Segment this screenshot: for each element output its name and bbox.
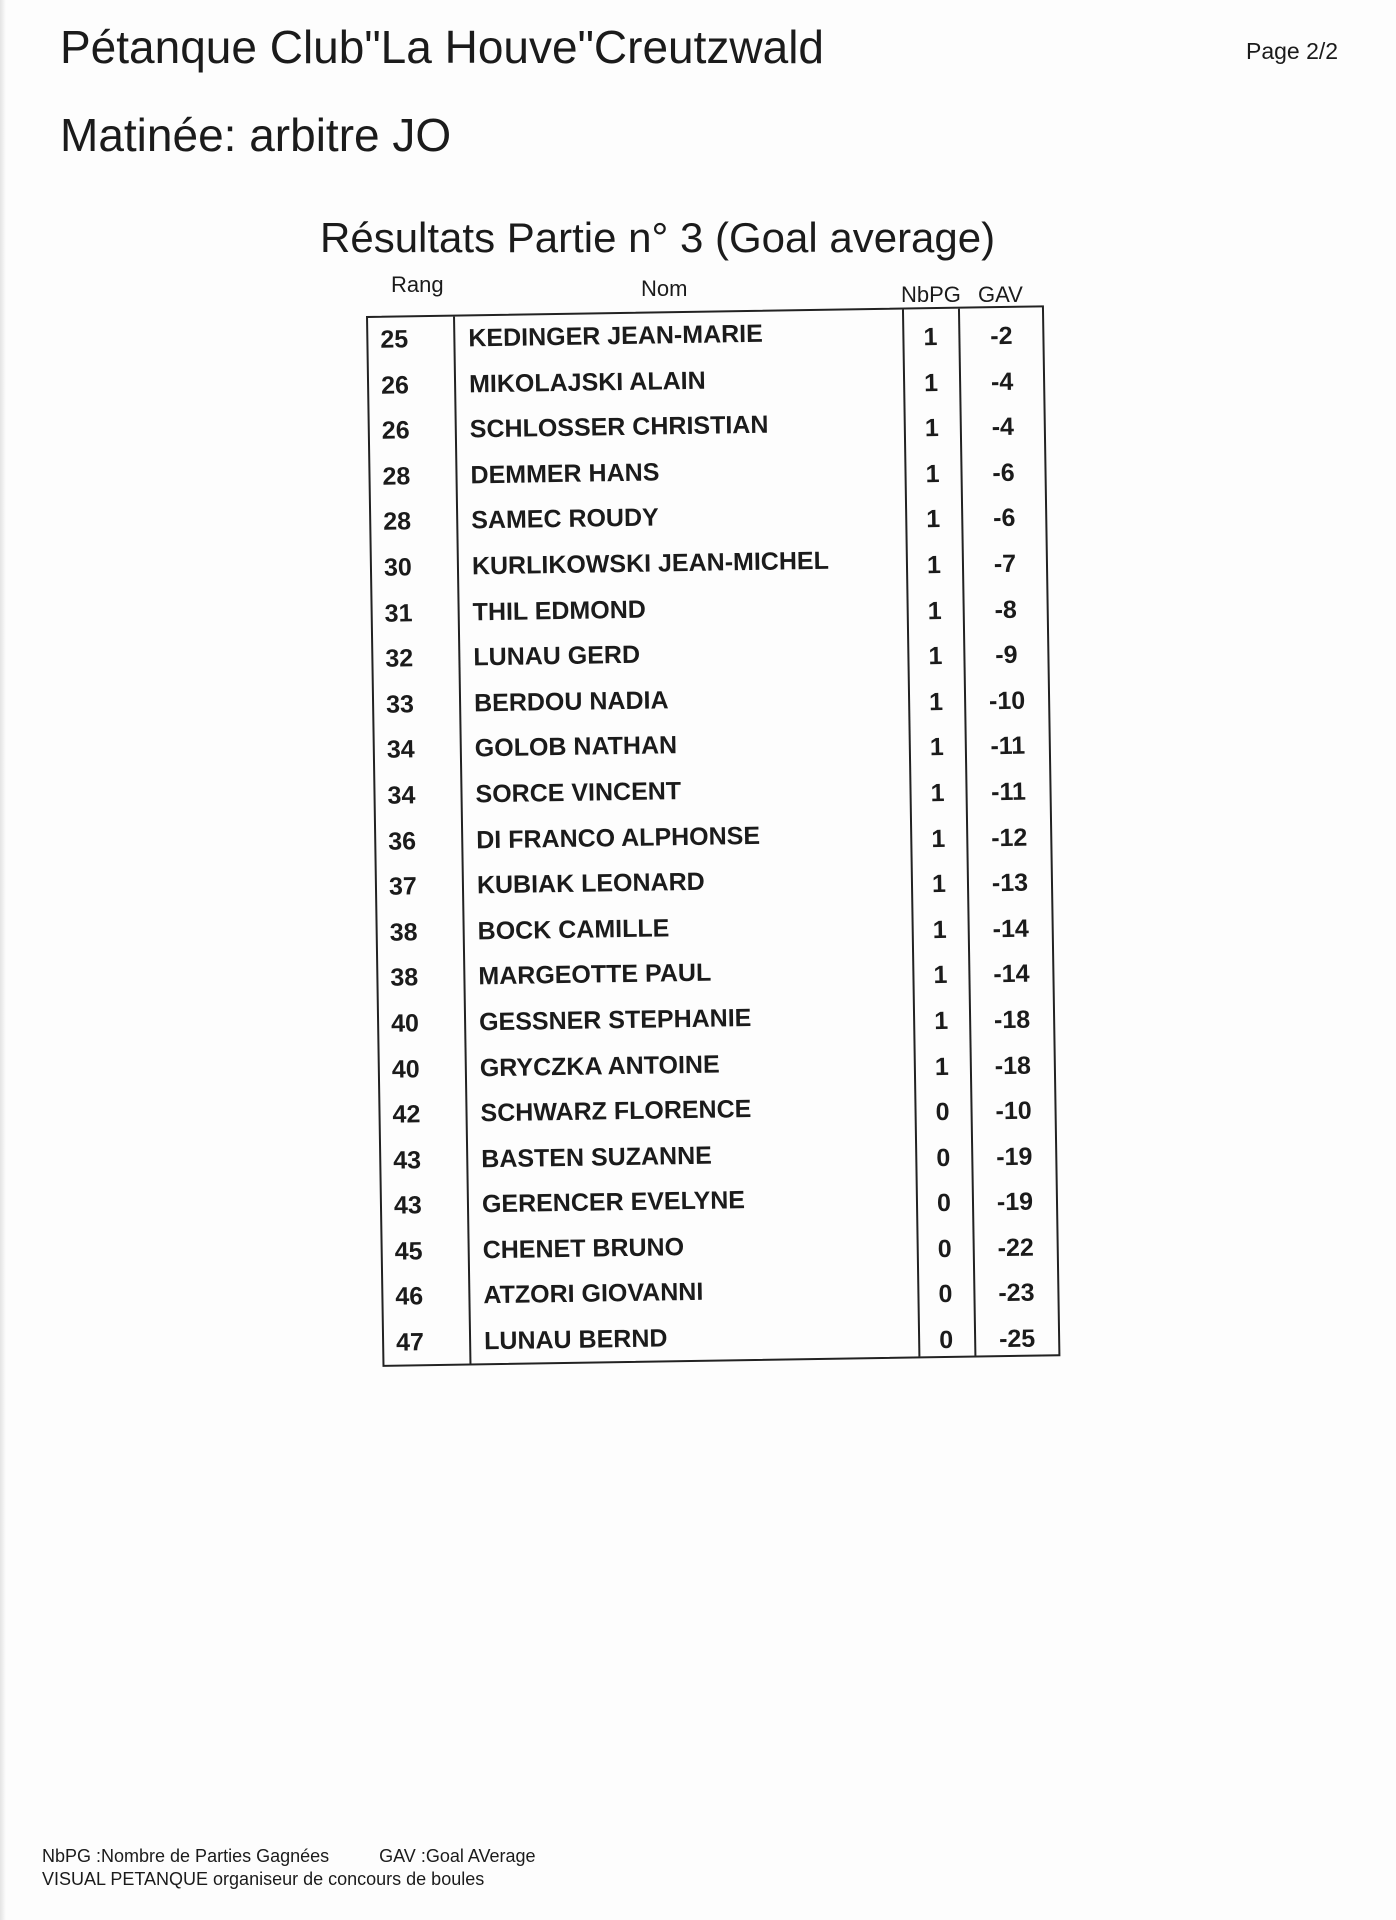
nbpg-cell: 1	[929, 733, 945, 762]
rank-cell: 25	[380, 325, 409, 354]
gav-cell: -13	[991, 868, 1029, 898]
rank-cell: 37	[388, 872, 417, 901]
nbpg-cell: 1	[926, 550, 942, 580]
nbpg-cell: 1	[934, 1052, 950, 1081]
name-cell: DI FRANCO ALPHONSE	[476, 821, 761, 854]
nbpg-cell: 1	[923, 323, 938, 352]
gav-cell: -18	[993, 1005, 1031, 1035]
rank-cell: 46	[395, 1282, 424, 1312]
name-cell: LUNAU GERD	[473, 640, 641, 672]
rank-cell: 40	[391, 1054, 420, 1084]
gav-cell: -12	[990, 823, 1028, 852]
page-number: Page 2/2	[1246, 38, 1339, 64]
nbpg-cell: 0	[935, 1098, 950, 1127]
gav-cell: -7	[993, 549, 1017, 579]
gav-cell: -8	[994, 595, 1018, 624]
legend-nbpg: NbPG :Nombre de Parties Gagnées	[42, 1846, 330, 1866]
name-cell: MIKOLAJSKI ALAIN	[468, 366, 706, 398]
column-header-rang: Rang	[391, 272, 444, 297]
rank-cell: 43	[393, 1191, 423, 1220]
nbpg-cell: 1	[933, 961, 948, 990]
name-cell: KURLIKOWSKI JEAN-MICHEL	[471, 546, 830, 581]
rank-cell: 38	[389, 917, 418, 947]
nbpg-cell: 1	[933, 1006, 949, 1036]
gav-cell: -18	[994, 1051, 1032, 1080]
rank-cell: 47	[395, 1328, 425, 1357]
name-cell: ATZORI GIOVANNI	[483, 1278, 704, 1310]
gav-cell: -19	[996, 1187, 1034, 1217]
rank-cell: 40	[390, 1009, 420, 1038]
name-cell: SORCE VINCENT	[475, 777, 682, 809]
footer-legend	[42, 1846, 536, 1867]
gav-cell: -11	[990, 732, 1026, 761]
name-cell: BOCK CAMILLE	[477, 914, 670, 946]
name-cell: MARGEOTTE PAUL	[478, 958, 712, 991]
name-cell: GRYCZKA ANTOINE	[479, 1050, 720, 1082]
table-body	[368, 307, 1058, 1366]
rank-cell: 31	[384, 598, 413, 628]
gav-cell: -22	[997, 1233, 1034, 1263]
name-cell: GERENCER EVELYNE	[481, 1186, 746, 1219]
gav-cell: -6	[992, 504, 1016, 533]
nbpg-cell: 1	[927, 596, 942, 625]
nbpg-cell: 0	[938, 1280, 953, 1309]
name-cell: CHENET BRUNO	[482, 1232, 685, 1265]
gav-cell: -11	[990, 777, 1027, 807]
results-table	[366, 305, 1060, 1367]
legend-gav: GAV :Goal AVerage	[379, 1846, 536, 1866]
name-cell: BASTEN SUZANNE	[481, 1141, 713, 1173]
nbpg-cell: 1	[923, 368, 939, 397]
gav-cell: -4	[990, 367, 1014, 396]
gav-cell: -23	[998, 1279, 1035, 1308]
nbpg-cell: 1	[928, 687, 944, 716]
nbpg-cell: 1	[925, 459, 940, 489]
nbpg-cell: 1	[932, 915, 947, 944]
column-header-nom: Nom	[641, 276, 688, 301]
gav-cell: -10	[988, 686, 1026, 716]
session-title: Matinée: arbitre JO	[60, 109, 452, 161]
nbpg-cell: 0	[938, 1325, 954, 1355]
name-cell: KEDINGER JEAN-MARIE	[468, 319, 764, 353]
rank-cell: 32	[385, 644, 414, 673]
gav-cell: -19	[995, 1142, 1033, 1171]
results-title: Résultats Partie n° 3 (Goal average)	[320, 214, 996, 261]
rank-cell: 26	[380, 370, 410, 400]
nbpg-cell: 0	[937, 1234, 952, 1264]
rank-cell: 38	[390, 963, 419, 993]
gav-cell: -6	[992, 458, 1015, 487]
gav-cell: -14	[993, 959, 1030, 989]
name-cell: SCHLOSSER CHRISTIAN	[469, 410, 769, 444]
club-title: Pétanque Club"La Houve"Creutzwald	[60, 21, 825, 73]
page-edge	[0, 0, 6, 1920]
nbpg-cell: 1	[928, 642, 943, 671]
name-cell: BERDOU NADIA	[473, 686, 669, 718]
nbpg-cell: 0	[936, 1143, 951, 1172]
rank-cell: 43	[393, 1145, 422, 1175]
name-cell: KUBIAK LEONARD	[476, 867, 705, 900]
gav-cell: -4	[991, 413, 1015, 442]
footer-organizer: VISUAL PETANQUE organiseur de concours de boules	[42, 1869, 485, 1889]
nbpg-cell: 1	[924, 414, 940, 443]
name-cell: THIL EDMOND	[472, 595, 647, 626]
table-row	[384, 1310, 1059, 1366]
rank-cell: 26	[381, 416, 410, 445]
gav-cell: -14	[992, 914, 1029, 943]
column-header-gav: GAV	[978, 282, 1023, 307]
rank-cell: 36	[388, 826, 417, 856]
name-cell: DEMMER HANS	[470, 458, 660, 490]
nbpg-cell: 1	[931, 824, 946, 853]
gav-cell: -9	[995, 640, 1018, 670]
rank-cell: 28	[382, 462, 411, 491]
column-header-nbpg: NbPG	[901, 282, 961, 307]
name-cell: LUNAU BERND	[483, 1324, 668, 1356]
name-cell: SCHWARZ FLORENCE	[480, 1095, 752, 1128]
rank-cell: 33	[385, 690, 415, 719]
nbpg-cell: 1	[930, 778, 945, 808]
gav-cell: -2	[990, 321, 1013, 351]
name-cell: GESSNER STEPHANIE	[478, 1003, 752, 1037]
rank-cell: 34	[386, 735, 415, 765]
gav-cell: -25	[998, 1324, 1036, 1354]
nbpg-cell: 1	[931, 870, 947, 899]
nbpg-cell: 0	[936, 1189, 952, 1218]
rank-cell: 28	[383, 507, 412, 537]
rank-cell: 34	[387, 781, 416, 810]
nbpg-cell: 1	[926, 505, 941, 534]
rank-cell: 42	[392, 1100, 421, 1129]
gav-cell: -10	[995, 1096, 1032, 1126]
name-cell: SAMEC ROUDY	[471, 503, 659, 535]
rank-cell: 45	[394, 1237, 423, 1266]
rank-cell: 30	[383, 553, 412, 582]
name-cell: GOLOB NATHAN	[474, 731, 678, 763]
